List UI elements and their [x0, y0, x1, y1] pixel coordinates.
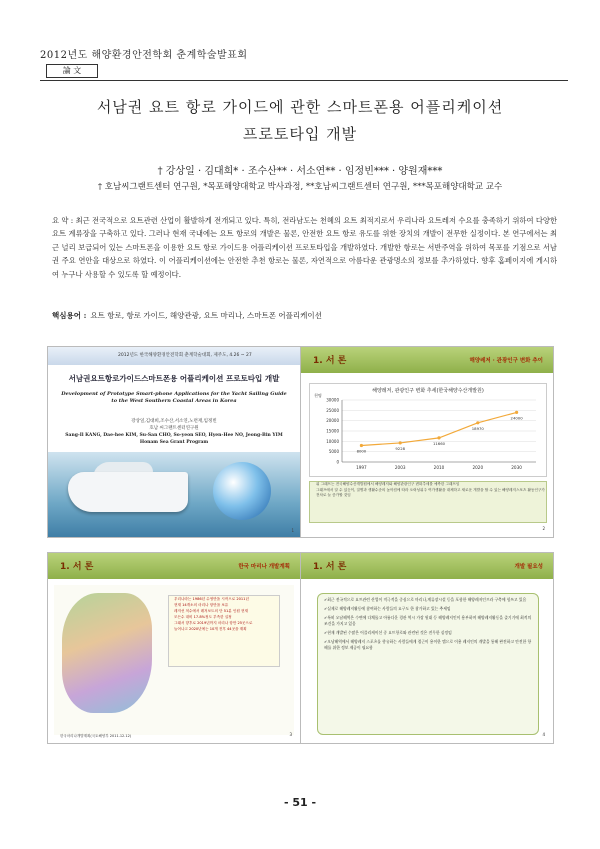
data-point: [476, 421, 479, 424]
slide-org-en: Honam Sea Grant Program: [139, 439, 209, 445]
marina-note: 모든수 대비 17.8%정도 부족한 실정: [174, 615, 232, 619]
slide-page-number: 1: [291, 528, 294, 533]
abstract: 요 약 : 최근 전국적으로 요트관련 산업이 활발하게 전개되고 있다. 특히, 전라남도는 천혜의 요트 최적지로서 우리나라 요트레저 수요를 충족하기 위하여 다양한 요트 계류장을 구축하고 있다. 그러나 현재 국내에는 요트 항로의 개발은 물론, 안전한 요트 항로 유도를 위한 장치의 개발이 전무한 실정이다. 본 연구에서는 최근 널리 보급되어 있는 스마트폰을 이용한 요트 항로 가이드용 어플리케이션 프로토타입을 개발하였다. 개발한 항로는 서반주역을 위하여 목포를 기점으로 서남권 주요 연안을 대상으로 하였다. 이 어플리케이션에는 안전한 추천 항로는 물론, 자연적으로 아름다운 관광명소의 정보를 추가하였다. 향후 홈페이지에 게시하여 누구나 사용할 수 있도록 할 예정이다.: [52, 216, 557, 279]
data-point: [360, 444, 363, 447]
x-tick-label: 2010: [433, 465, 445, 470]
necessity-item: ✔ 실제로 해양레저활동에 참여하는 사람들의 요구도 한 참가하고 있는 추세임: [324, 606, 532, 612]
slide-authors-en-names: Sang-Il KANG, Dae-hee KIM, Su-San CHO, So-yeon SEO, Hyen-Hee NO, Jeong-Bin YIM: [65, 433, 283, 438]
slide-page-number: 3: [289, 732, 292, 737]
slide-population-trend: [300, 346, 554, 538]
marina-notes: [168, 595, 280, 667]
slide-section-header: [301, 347, 553, 373]
necessity-list: [317, 593, 539, 735]
map-caption: 한국마리나개발계획(국토해양부 2011.12.12): [60, 734, 132, 738]
authors: † 강상일 · 김대희* · 조수산** · 서소연** · 임정빈*** · 양원재***: [157, 166, 443, 177]
y-tick-label: 0: [336, 459, 339, 465]
section-label: 1. 서 론: [313, 562, 347, 572]
header-rule: [40, 80, 568, 81]
slide-section-header: [301, 553, 553, 579]
slide-authors-kr-names: 강상일,김대희,조수산,서소연,노련재,임정빈: [131, 419, 217, 424]
article-type-tag: 論 文: [46, 64, 98, 78]
section-label: 1. 서 론: [313, 356, 347, 366]
marina-note: 레저선 척수에서 레저보트의 단 51분 인원 현재: [174, 609, 248, 613]
korea-map-image: [62, 593, 152, 713]
slide-title: [47, 346, 301, 538]
slide-heading: 해양레저 · 관광인구 변화 추이: [469, 358, 543, 364]
y-tick-label: 5000: [328, 449, 339, 455]
slide-authors-en: [58, 433, 290, 446]
y-tick-label: 30000: [326, 397, 339, 403]
marina-note: 현재 14개소의 마리나 항만을 보유: [174, 603, 229, 607]
slide-page-number: 4: [542, 732, 545, 737]
affiliations: † 호남씨그랜트센터 연구원, *목포해양대학교 박사과정, **호남씨그랜트센터 연구원, ***목포해양대학교 교수: [97, 182, 503, 192]
slide-topbar: [48, 347, 300, 365]
marina-note: 늘어나고 2020년에는 10개 전후 44곳을 계획: [174, 627, 247, 631]
keywords-label: 핵심용어 :: [52, 311, 87, 320]
data-label: 9228: [395, 445, 406, 451]
data-point: [437, 436, 440, 439]
necessity-item: ✔ 특히 오남해역은 수변에 다채롭고 아름다운 경관 역시 가장 원대 등 해양레저인이 용부하며 해양레저활동을 즐기기에 최적의 조건을 가지고 있음: [324, 615, 532, 627]
necessity-item: ✔ 오남해역에서 해양레저 스포츠를 향유하는 사람들에게 접근이 용이한 앱으로 이용 레저인의 개발을 통해 완전하고 안전한 항해를 위한 정보 제공이 필요함: [324, 639, 532, 651]
data-label: 18970: [471, 425, 484, 431]
paper-title-line1: 서남권 요트 항로 가이드에 관한 스마트폰용 어플리케이션: [96, 98, 504, 116]
x-tick-label: 1997: [356, 465, 367, 470]
y-tick-label: 20000: [326, 418, 339, 424]
data-label: 24000: [510, 415, 523, 421]
slide-org-kr: 호남 씨그랜트센터연구원: [149, 425, 199, 431]
necessity-item: ✔ 최근 전국적으로 요트관련 산업이 적극적을 중심으로 마리나,계류장시설 등을 포함한 해양레저인프라 구축에 힘쓰고 있음: [324, 597, 532, 603]
slide-authors-kr: [58, 419, 290, 432]
paper-title-line2: 프로토타입 개발: [242, 125, 358, 143]
yacht-image: [68, 472, 188, 512]
data-label: 8000: [356, 448, 367, 454]
slide-heading: 한국 마리나 개발계획: [238, 564, 290, 570]
keywords-text: 요트 항로, 항로 가이드, 해양관광, 요트 마리나, 스마트폰 어플리케이션: [90, 311, 322, 320]
chart-note: 위 그래프는 전국해양수산개발원에서 해양레저와 해양관광인구 변화추세를 예측한 그래프임: [316, 482, 460, 486]
marina-note: 우리나라는 1986년 수영만을 시작으로 2011년: [174, 597, 249, 601]
slide-title-kr: 서남권요트항로가이드스마트폰용 어플리케이션 프로토타입 개발: [68, 374, 280, 383]
slide-topbar-text: 2012년도 한국해양환경안전학회 춘계학술대회, 제주도, 4.26 ~ 27: [118, 353, 252, 358]
chart-note: 그래프에서 알 수 있듯이, 질병과 생활수준의 높아짐에 따라 오락성위주 여가생활을 대체하고 새로운 개발을 할 수 있는 해양레저스포츠 활동인구가 전차로 늘 증가할 것임: [316, 487, 545, 497]
y-tick-label: 15000: [326, 428, 339, 434]
chart-notes: [309, 481, 547, 523]
keywords: [52, 310, 557, 321]
chart-title: 해양레저, 관광인구 변화 추세(한국해양수산개발원): [372, 388, 484, 394]
y-tick-label: 25000: [326, 407, 339, 413]
y-axis-label: 천명: [314, 393, 322, 398]
section-label: 1. 서 론: [60, 562, 94, 572]
x-tick-label: 2030: [511, 465, 522, 470]
data-label: 11660: [432, 440, 446, 446]
chart-panel: [309, 383, 547, 477]
data-point: [399, 441, 402, 444]
marina-note: 그래서 향후로 2019년까지 마리나 항만 25곳으로: [174, 621, 253, 625]
slide-title-en: Development of Prototype Smart-phone Applications for the Yacht Sailing Guide to the West Southern Coastal Areas in Korea: [61, 391, 287, 404]
slide-necessity: [300, 552, 554, 744]
globe-image: [213, 462, 271, 520]
data-point: [515, 411, 518, 414]
slide-page-number: 2: [542, 526, 545, 531]
slide-section-header: [48, 553, 300, 579]
page-number: - 51 -: [283, 796, 317, 809]
x-tick-label: 2003: [394, 465, 406, 470]
slide-heading: 개발 필요성: [514, 564, 543, 570]
trend-chart: [310, 384, 546, 476]
y-tick-label: 10000: [326, 438, 339, 444]
x-tick-label: 2020: [472, 465, 484, 470]
slide-marina-plan: [47, 552, 301, 744]
conference-header: 2012년도 해양환경안전학회 춘계학술발표회: [40, 50, 248, 61]
necessity-item: ✔ 현재 개발된 수많은 어플리케이션 중 요트항로와 관련된 것은 전무한 실정임: [324, 630, 532, 636]
